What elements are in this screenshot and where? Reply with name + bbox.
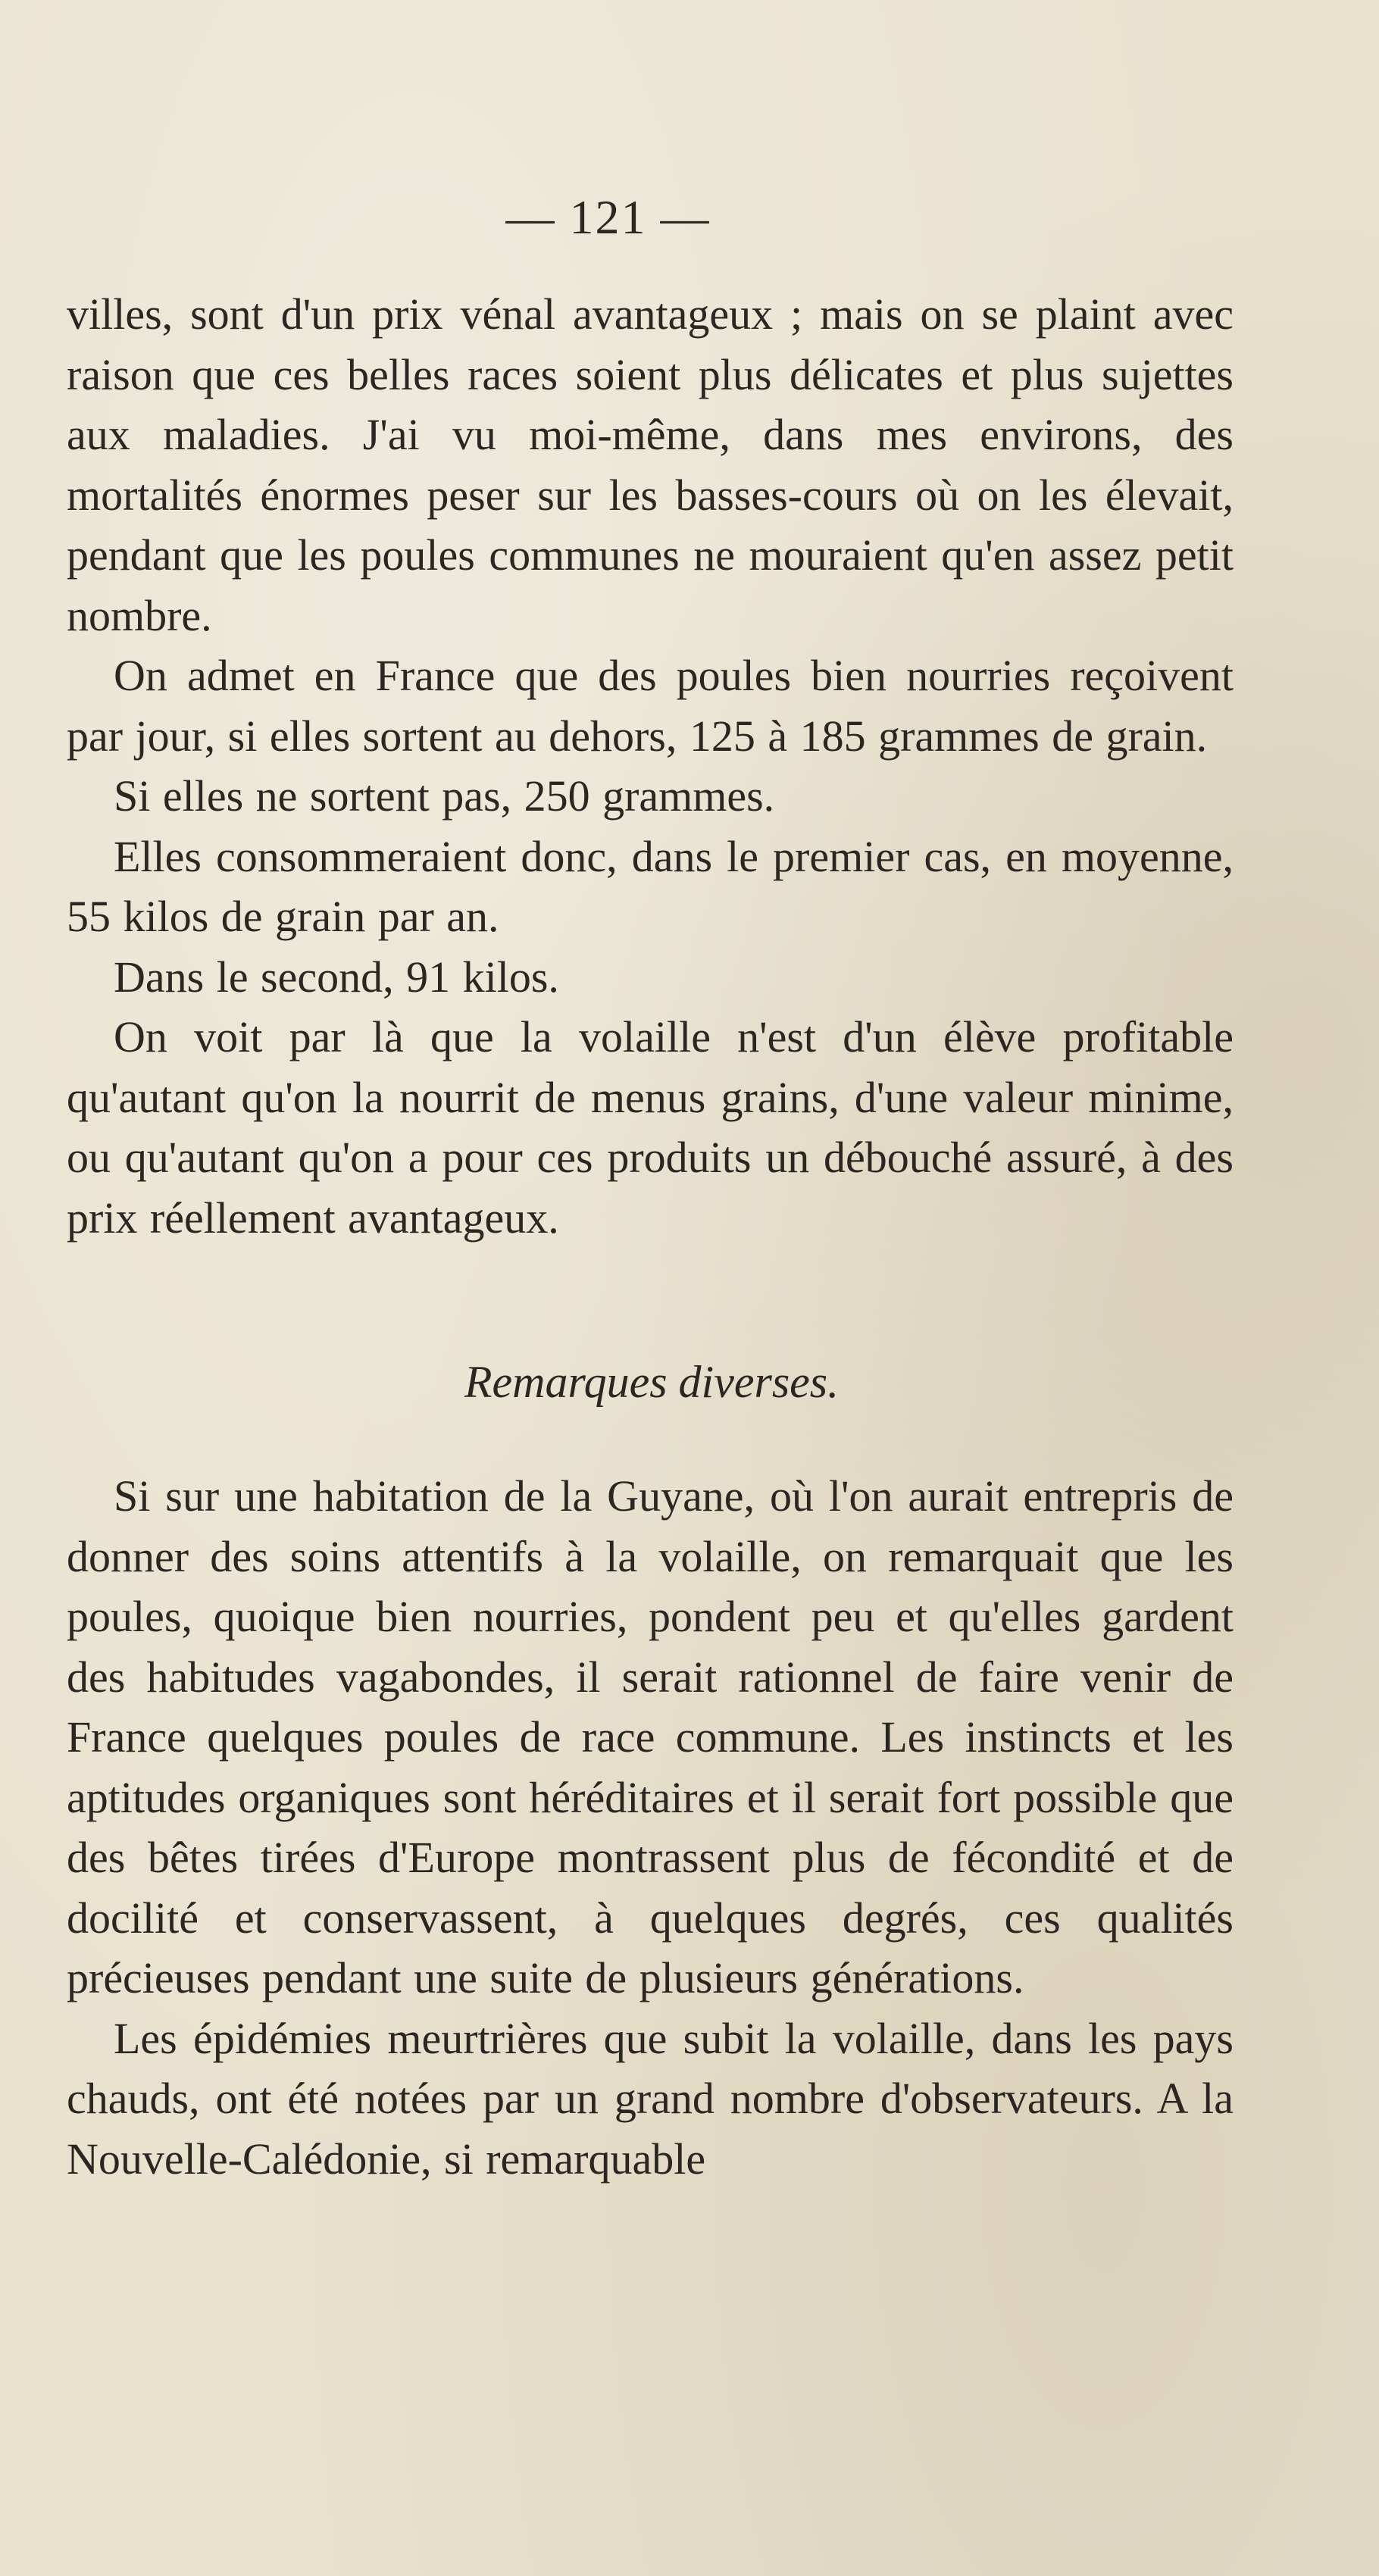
paragraph: Si sur une habitation de la Guyane, où l'on aurait entrepris de donner des soins attentifs à la volaille, on remarquait que les poules, quoique bien nourries, pondent peu et qu'elles gardent des habitudes vagabondes, il serait rationnel de faire venir de France quelques poules de race commune. Les instincts et les aptitudes organiques sont héréditaires et il serait fort possible que des bêtes tirées d'Europe montrassent plus de fécondité et de docilité et conservassent, à quelques degrés, ces qualités précieuses pendant une suite de plusieurs générations. — [67, 1471, 1234, 2002]
text-block-top — [67, 284, 1234, 1248]
paragraph: Dans le second, 91 kilos. — [114, 952, 559, 1002]
paragraph: On admet en France que des poules bien nourries reçoivent par jour, si elles sortent au dehors, 125 à 185 grammes de grain. — [67, 651, 1234, 761]
section-heading: Remarques diverses. — [464, 1357, 840, 1407]
paragraph: Si elles ne sortent pas, 250 grammes. — [114, 771, 775, 821]
paragraph: villes, sont d'un prix vénal avantageux ; mais on se plaint avec raison que ces belles races soient plus délicates et plus sujettes aux maladies. J'ai vu moi-même, dans mes environs, des mortalités énormes peser sur les basses-cours où on les élevait, pendant que les poules communes ne mouraient qu'en assez petit nombre. — [67, 289, 1234, 640]
paragraph: Les épidémies meurtrières que subit la volaille, dans les pays chauds, ont été notées par un grand nombre d'observateurs. A la Nouvelle-Calédonie, si remarquable — [67, 2013, 1234, 2184]
paragraph: Elles consommeraient donc, dans le premier cas, en moyenne, 55 kilos de grain par an. — [67, 831, 1234, 941]
paragraph: On voit par là que la volaille n'est d'un élève profitable qu'autant qu'on la nourrit de menus grains, d'une valeur minime, ou qu'autant qu'on a pour ces produits un débouché assuré, à des prix réellement avantageux. — [67, 1012, 1234, 1243]
page-number: — 121 — — [505, 190, 711, 244]
text-block-bottom — [67, 1466, 1234, 2189]
